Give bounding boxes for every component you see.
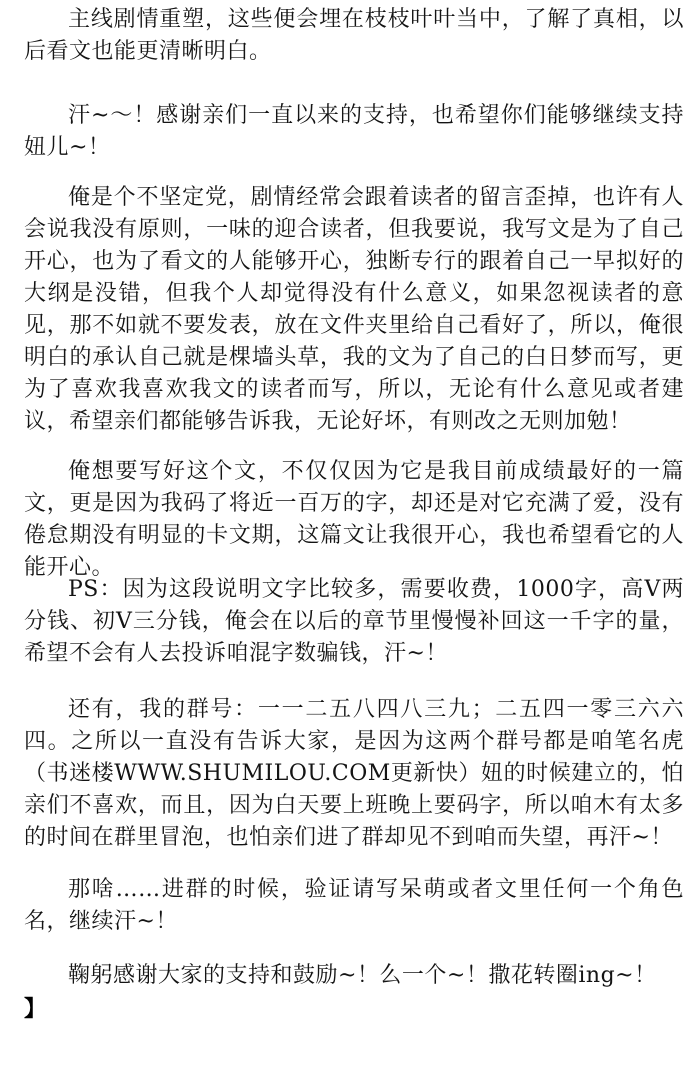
paragraph-reader-opinions: 俺是个不坚定党，剧情经常会跟着读者的留言歪掉，也许有人会说我没有原则，一味的迎合读者，但我要说，我写文是为了自己开心，也为了看文的人能够开心，独断专行的跟着自己一早拟好的大纲是没错，但我个人却觉得没有什么意义，如果忽视读者的意见，那不如就不要发表，放在文件夹里给自己看好了，所以，俺很明白的承认自己就是棵墙头草，我的文为了自己的白日梦而写，更为了喜欢我喜欢我文的读者而写，所以，无论有什么意见或者建议，希望亲们都能够告诉我，无论好坏，有则改之无则加勉！ <box>24 185 684 434</box>
paragraph-plot-restructure: 主线剧情重塑，这些便会埋在枝枝叶叶当中，了解了真相，以后看文也能更清晰明白。 <box>24 7 684 64</box>
paragraph-closing-thanks: 鞠躬感谢大家的支持和鼓励~！么一个~！撒花转圈ing~！ <box>68 963 657 988</box>
paragraph-group-verification: 那啥……进群的时候，验证请写呆萌或者文里任何一个角色名，继续汗~！ <box>24 877 684 934</box>
paragraph-group-numbers: 还有，我的群号：一一二五八四八三九；二五四一零三六六四。之所以一直没有告诉大家，是因为这两个群号都是咱笔名虎（书迷楼WWW.SHUMILOU.COM更新快）妞的时候建立的，怕亲们不喜欢，而且，因为白天要上班晚上要码字，所以咱木有太多的时间在群里冒泡，也怕亲们进了群却见不到咱而失望，再汗~！ <box>24 697 684 850</box>
paragraph-ps-fee-note: PS：因为这段说明文字比较多，需要收费，1000字，高V两分钱、初V三分钱，俺会在以后的章节里慢慢补回这一千字的量，希望不会有人去投诉咱混字数骗钱，汗~！ <box>24 577 684 666</box>
paragraph-thanks: 汗~～！感谢亲们一直以来的支持，也希望你们能够继续支持妞儿~！ <box>24 103 684 160</box>
paragraph-writing-motivation: 俺想要写好这个文，不仅仅因为它是我目前成绩最好的一篇文，更是因为我码了将近一百万的字，却还是对它充满了爱，没有倦怠期没有明显的卡文期，这篇文让我很开心，我也希望看它的人能开心。 <box>24 459 684 580</box>
closing-bracket-mark: 】 <box>24 997 47 1022</box>
